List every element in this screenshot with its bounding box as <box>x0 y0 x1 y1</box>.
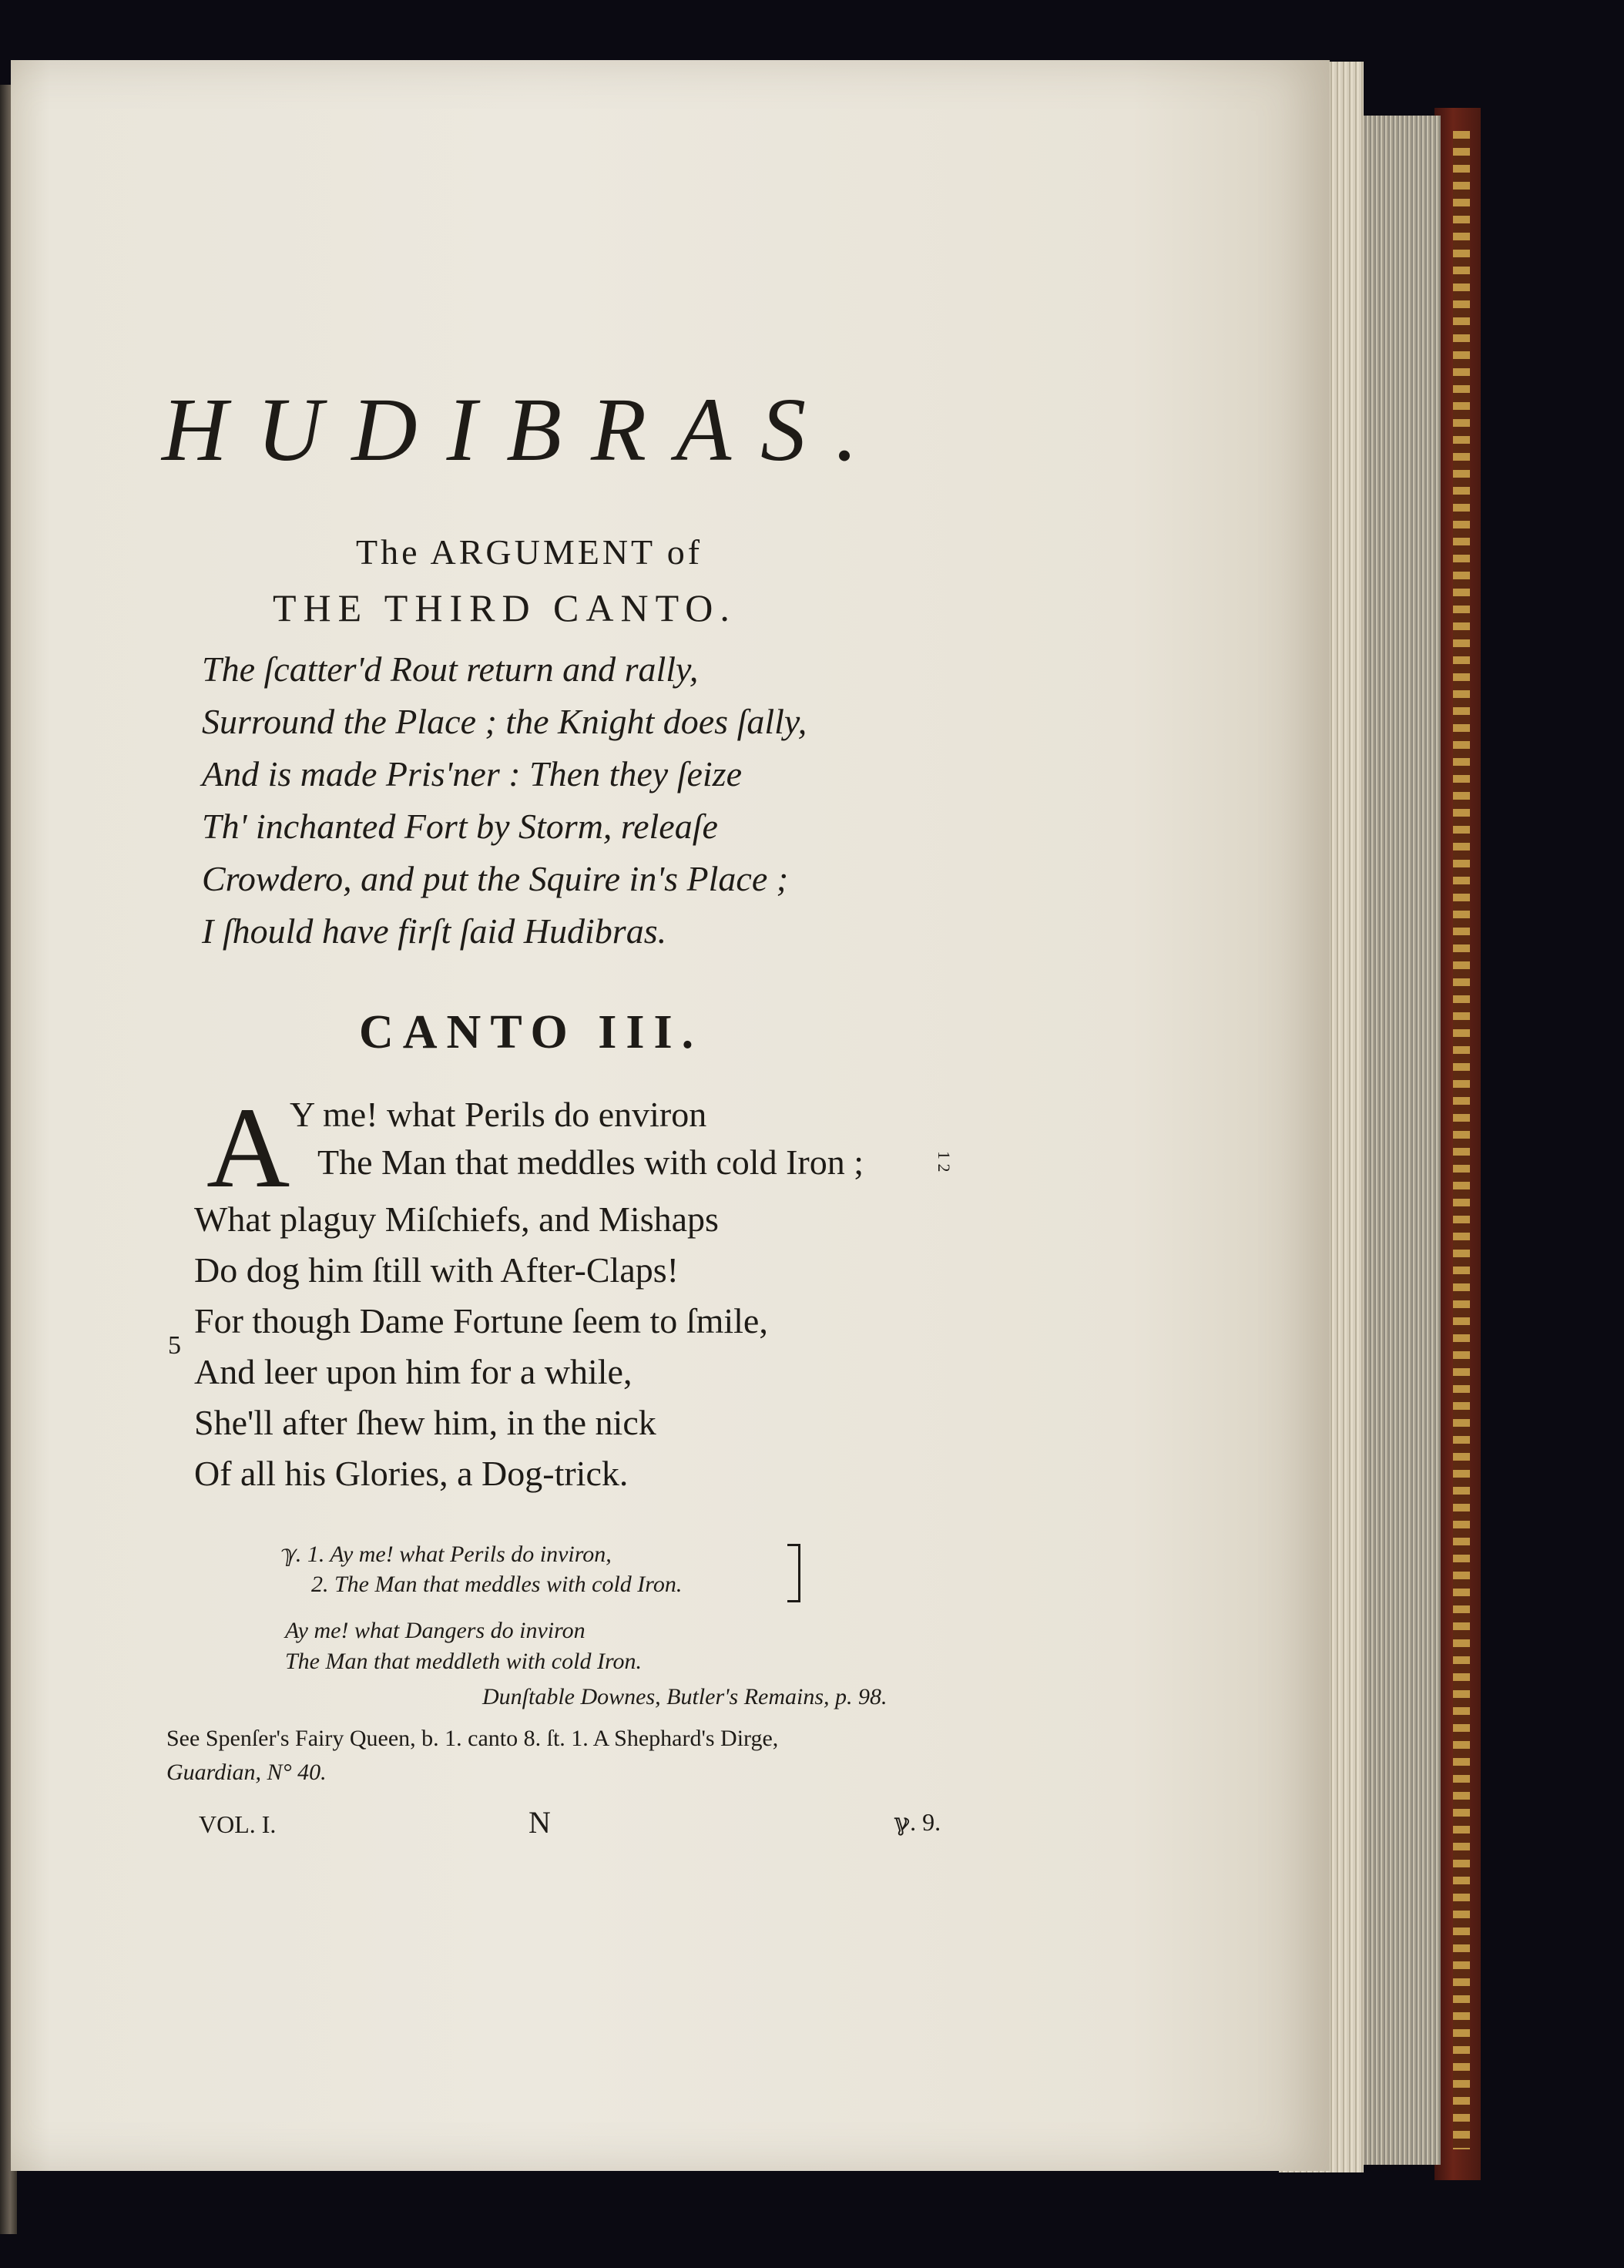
line-number: 5 <box>168 1331 181 1360</box>
drop-cap: A <box>206 1084 290 1212</box>
spine-gilt-decoration <box>1453 131 1470 2149</box>
page-fore-edge <box>1356 116 1441 2165</box>
margin-mark: 1 2 <box>934 1151 954 1173</box>
poem-line: She'll after ſhew him, in the nick <box>194 1403 656 1442</box>
volume-mark: VOL. I. <box>199 1810 277 1838</box>
argument-line: And is made Pris'ner : Then they ſeize <box>202 754 742 793</box>
poem-line: Y me! what Perils do environ <box>290 1095 707 1134</box>
footnote-source: Dunſtable Downes, Butler's Remains, p. 98. <box>482 1684 887 1709</box>
argument-line: Th' inchanted Fort by Storm, releaſe <box>202 807 718 846</box>
canto-heading: CANTO III. <box>359 1006 703 1059</box>
poem-line: The Man that meddles with cold Iron ; <box>317 1142 864 1182</box>
argument-subheading: THE THIRD CANTO. <box>273 586 737 629</box>
poem-line: Do dog him ſtill with After-Claps! <box>194 1250 679 1290</box>
argument-line: I ſhould have firſt ſaid Hudibras. <box>202 911 667 951</box>
footnote-see: See Spenſer's Fairy Queen, b. 1. canto 8. ſt. 1. A Shephard's Dirge, <box>166 1726 779 1751</box>
catchword: ℽ. 9. <box>894 1808 941 1836</box>
poem-line: Of all his Glories, a Dog-trick. <box>194 1454 629 1493</box>
footnote-line: Ay me! what Dangers do inviron <box>285 1618 586 1643</box>
poem-line: For though Dame Fortune ſeem to ſmile, <box>194 1301 768 1340</box>
argument-heading: The ARGUMENT of <box>356 532 703 572</box>
footnote-line: The Man that meddleth with cold Iron. <box>285 1649 643 1674</box>
argument-line: Crowdero, and put the Squire in's Place ; <box>202 859 789 898</box>
signature-mark: N <box>528 1805 551 1840</box>
argument-line: The ſcatter'd Rout return and rally, <box>202 649 699 689</box>
footnote-line: ℽ. 1. Ay me! what Perils do inviron, <box>279 1542 612 1567</box>
footnote-line: 2. The Man that meddles with cold Iron. <box>311 1572 683 1597</box>
footnote-see: Guardian, N° 40. <box>166 1760 327 1785</box>
poem-line: What plaguy Miſchiefs, and Mishaps <box>194 1199 719 1239</box>
footnote-bracket <box>787 1544 800 1602</box>
poem-line: And leer upon him for a while, <box>194 1352 632 1391</box>
argument-line: Surround the Place ; the Knight does ſally, <box>202 702 807 741</box>
page-title: HUDIBRAS. <box>162 379 887 480</box>
